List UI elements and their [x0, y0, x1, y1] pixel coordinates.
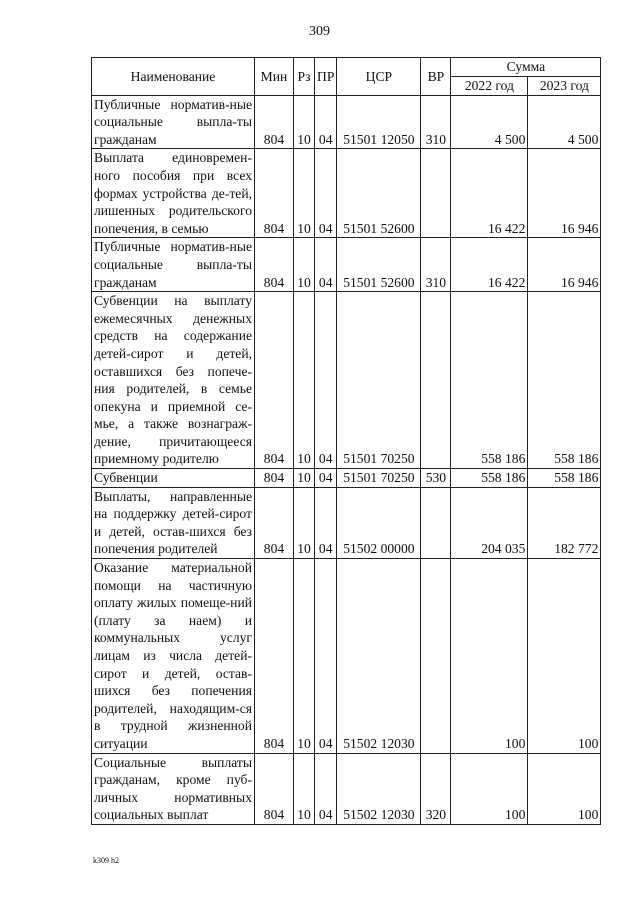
row-name: Выплаты, направленные на поддержку детей-сирот и детей, остав-шихся без попечения родителей [92, 487, 255, 558]
row-pr: 04 [315, 559, 337, 754]
table-body [92, 95, 601, 824]
row-rz: 10 [294, 559, 315, 754]
row-amount-2022: 204 035 [451, 487, 528, 558]
row-vr [421, 559, 451, 754]
header-name: Наименование [92, 58, 255, 96]
page-number: 309 [309, 24, 330, 39]
row-name: Социальные выплаты гражданам, кроме пуб-личных нормативных социальных выплат [92, 753, 255, 824]
row-pr: 04 [315, 149, 337, 238]
row-min: 804 [255, 469, 294, 488]
header-sum: Сумма [451, 58, 601, 77]
row-amount-2022: 16 422 [451, 238, 528, 292]
header-2023: 2023 год [528, 76, 601, 95]
row-amount-2022: 558 186 [451, 469, 528, 488]
row-amount-2022: 16 422 [451, 149, 528, 238]
row-rz: 10 [294, 149, 315, 238]
row-vr: 320 [421, 753, 451, 824]
footer-code: k309 h2 [93, 856, 119, 865]
row-name: Оказание материальной помощи на частичную оплату жилых помеще-ний (плату за наем) и коммунальных услуг лицам из числа детей-сирот и детей, остав-шихся без попечения родителей, находящим-ся в трудной жизненной ситуации [92, 559, 255, 754]
row-rz: 10 [294, 469, 315, 488]
table-row [92, 487, 601, 558]
row-name: Публичные норматив-ные социальные выпла-ты гражданам [92, 238, 255, 292]
row-min: 804 [255, 292, 294, 469]
row-amount-2023: 182 772 [528, 487, 601, 558]
table-row [92, 149, 601, 238]
row-csr: 51501 70250 [337, 469, 421, 488]
header-rz: Рз [294, 58, 315, 96]
row-amount-2023: 100 [528, 753, 601, 824]
row-amount-2023: 558 186 [528, 469, 601, 488]
row-amount-2022: 558 186 [451, 292, 528, 469]
row-min: 804 [255, 149, 294, 238]
budget-table [91, 57, 601, 825]
row-name: Выплата единовремен-ного пособия при всех формах устройства де-тей, лишенных родительского попечения, в семью [92, 149, 255, 238]
row-amount-2022: 100 [451, 753, 528, 824]
row-vr [421, 149, 451, 238]
row-csr: 51502 12030 [337, 559, 421, 754]
row-min: 804 [255, 95, 294, 149]
row-pr: 04 [315, 238, 337, 292]
table-row [92, 753, 601, 824]
table-row [92, 292, 601, 469]
row-csr: 51501 12050 [337, 95, 421, 149]
row-min: 804 [255, 238, 294, 292]
row-rz: 10 [294, 238, 315, 292]
row-amount-2023: 16 946 [528, 149, 601, 238]
header-min: Мин [255, 58, 294, 96]
row-csr: 51502 00000 [337, 487, 421, 558]
row-pr: 04 [315, 95, 337, 149]
row-vr [421, 292, 451, 469]
row-amount-2023: 558 186 [528, 292, 601, 469]
row-pr: 04 [315, 753, 337, 824]
row-amount-2022: 100 [451, 559, 528, 754]
table-row [92, 469, 601, 488]
row-rz: 10 [294, 753, 315, 824]
row-vr [421, 487, 451, 558]
row-rz: 10 [294, 292, 315, 469]
row-vr: 310 [421, 238, 451, 292]
table-row [92, 238, 601, 292]
row-min: 804 [255, 753, 294, 824]
row-amount-2023: 4 500 [528, 95, 601, 149]
row-amount-2022: 4 500 [451, 95, 528, 149]
row-rz: 10 [294, 487, 315, 558]
header-csr: ЦСР [337, 58, 421, 96]
row-min: 804 [255, 487, 294, 558]
row-pr: 04 [315, 292, 337, 469]
row-csr: 51501 52600 [337, 149, 421, 238]
row-csr: 51501 70250 [337, 292, 421, 469]
row-amount-2023: 16 946 [528, 238, 601, 292]
row-rz: 10 [294, 95, 315, 149]
header-2022: 2022 год [451, 76, 528, 95]
header-pr: ПР [315, 58, 337, 96]
row-csr: 51501 52600 [337, 238, 421, 292]
row-amount-2023: 100 [528, 559, 601, 754]
row-pr: 04 [315, 469, 337, 488]
table-row [92, 95, 601, 149]
row-name: Публичные норматив-ные социальные выпла-ты гражданам [92, 95, 255, 149]
header-vr: ВР [421, 58, 451, 96]
row-vr: 310 [421, 95, 451, 149]
row-min: 804 [255, 559, 294, 754]
row-pr: 04 [315, 487, 337, 558]
row-vr: 530 [421, 469, 451, 488]
row-name: Субвенции на выплату ежемесячных денежных средств на содержание детей-сирот и детей, оставшихся без попече-ния родителей, в семье опекуна и приемной се-мье, а также вознаграж-дение, причитающееся приемному родителю [92, 292, 255, 469]
row-name: Субвенции [92, 469, 255, 488]
table-row [92, 559, 601, 754]
row-csr: 51502 12030 [337, 753, 421, 824]
